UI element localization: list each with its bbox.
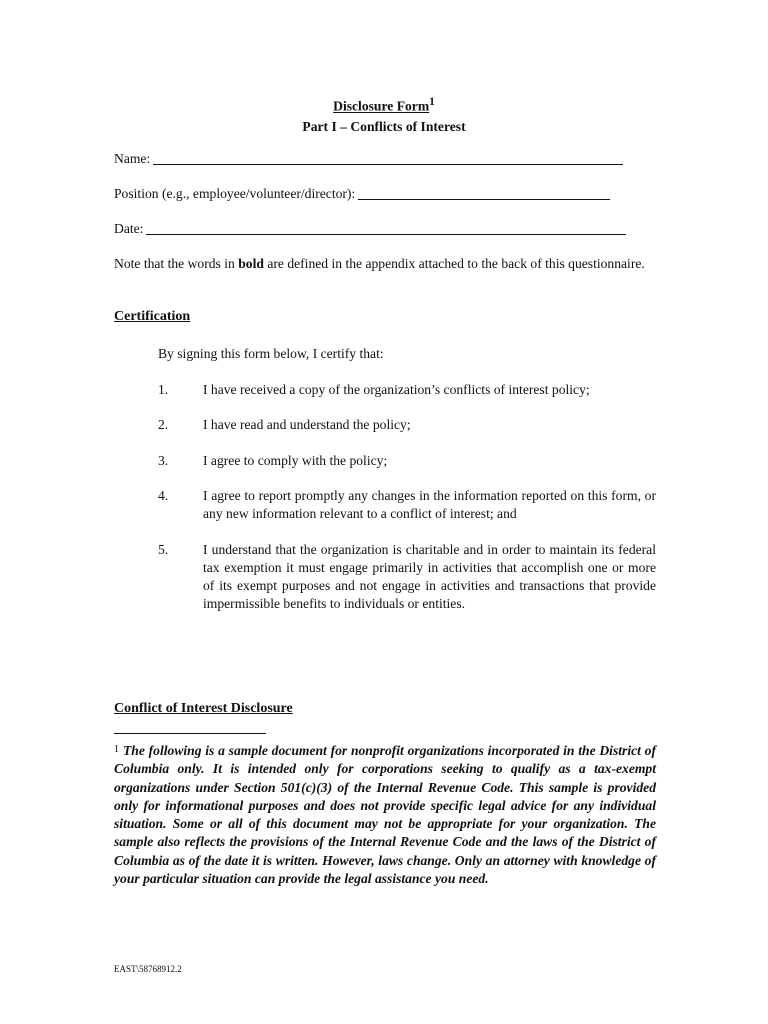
footnote-divider	[114, 733, 266, 734]
name-field-row	[114, 150, 623, 167]
item-number: 3.	[158, 453, 169, 468]
footnote-marker: 1	[114, 744, 119, 755]
item-number: 1.	[158, 382, 169, 397]
name-field[interactable]	[153, 150, 623, 165]
document-id: EAST\58768912.2	[114, 964, 182, 974]
title-block	[0, 92, 768, 137]
item-number: 2.	[158, 417, 169, 432]
item-text: I agree to comply with the policy;	[203, 453, 388, 468]
item-number: 4.	[158, 488, 169, 503]
page-subtitle: Part I – Conflicts of Interest	[302, 118, 466, 134]
position-label: Position (e.g., employee/volunteer/director):	[114, 186, 356, 201]
note-text-after: are defined in the appendix attached to the back of this questionnaire.	[263, 256, 645, 271]
note-bold-word: bold	[238, 256, 264, 271]
note-text-before: Note that the words in	[114, 256, 239, 271]
disclosure-heading: Conflict of Interest Disclosure	[114, 701, 293, 716]
definitions-note	[114, 255, 656, 273]
page-title	[0, 92, 768, 117]
form-title: Disclosure Form	[333, 98, 430, 114]
date-field-row	[114, 220, 626, 237]
name-label: Name:	[114, 151, 151, 166]
title-footnote-marker: 1	[429, 96, 435, 108]
position-field-row	[114, 185, 610, 202]
item-text: I have received a copy of the organization’s conflicts of interest policy;	[203, 382, 590, 397]
item-text: I understand that the organization is charitable and in order to maintain its federal tax exemption it must engage primarily in activities that accomplish one or more of its exempt purposes and not engage in activities and transactions that provide impermissible benefits to individuals or entities.	[203, 542, 656, 611]
date-label: Date:	[114, 221, 144, 236]
item-text: I agree to report promptly any changes in the information reported on this form, or any new information relevant to a conflict of interest; and	[203, 488, 656, 521]
item-text: I have read and understand the policy;	[203, 417, 411, 432]
certification-heading: Certification	[114, 309, 191, 324]
date-field[interactable]	[146, 220, 626, 235]
footnote-text: The following is a sample document for nonprofit organizations incorporated in the District of Columbia only. It is intended only for corporations seeking to qualify as a tax-exempt organizations under Section 501(c)(3) of the Internal Revenue Code. This sample is provided only for informational purposes and does not provide specific legal advice for any individual situation. Some or all of this document may not be appropriate for your organization. The sample also reflects the provisions of the Internal Revenue Code and the laws of the District of Columbia as of the date it is written. However, laws change. Only an attorney with knowledge of your particular situation can provide the legal assistance you need.	[114, 743, 656, 887]
position-field[interactable]	[358, 185, 610, 200]
certification-intro: By signing this form below, I certify that:	[158, 346, 384, 361]
footnote	[114, 741, 656, 888]
item-number: 5.	[158, 542, 169, 557]
